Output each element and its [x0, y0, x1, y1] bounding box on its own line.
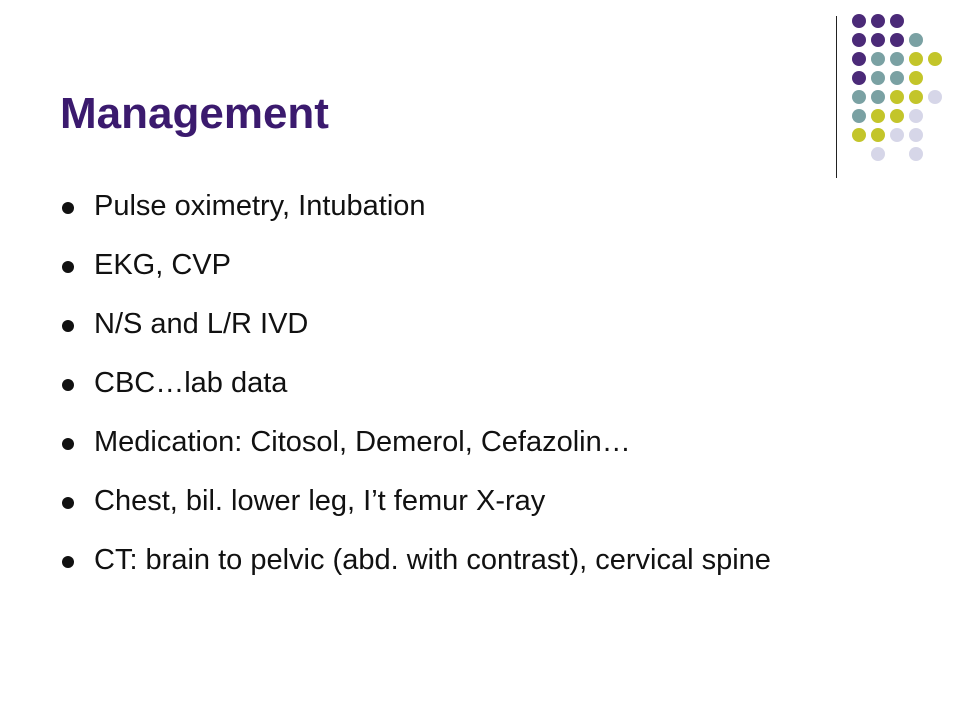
- bullet-item: [60, 249, 880, 282]
- bullet-text: EKG, CVP: [94, 249, 231, 281]
- bullet-text: Chest, bil. lower leg, I’t femur X-ray: [94, 485, 546, 517]
- decor-dot: [909, 147, 923, 161]
- bullet-text: CBC…lab data: [94, 367, 288, 399]
- bullet-item: [60, 367, 880, 400]
- decor-dot: [909, 109, 923, 123]
- bullet-text: CT: brain to pelvic (abd. with contrast), cervical spine: [94, 544, 771, 576]
- bullet-item: [60, 190, 880, 223]
- bullet-item: [60, 308, 880, 341]
- bullet-dot-icon: [62, 379, 74, 391]
- bullet-dot-icon: [62, 320, 74, 332]
- decor-dot: [871, 90, 885, 104]
- decor-dot: [909, 128, 923, 142]
- decor-dot: [852, 33, 866, 47]
- decor-dot: [890, 52, 904, 66]
- bullet-text: Pulse oximetry, Intubation: [94, 190, 426, 222]
- decor-dot: [852, 128, 866, 142]
- decor-dot: [871, 109, 885, 123]
- decor-dot: [890, 90, 904, 104]
- decor-dot: [871, 71, 885, 85]
- bullet-text: Medication: Citosol, Demerol, Cefazolin…: [94, 426, 631, 458]
- bullet-item: [60, 485, 880, 518]
- bullet-item: [60, 426, 880, 459]
- bullet-dot-icon: [62, 261, 74, 273]
- decor-dot: [852, 14, 866, 28]
- decor-dot: [852, 71, 866, 85]
- decor-dot: [890, 71, 904, 85]
- decor-dot: [871, 147, 885, 161]
- decor-dot: [909, 71, 923, 85]
- bullet-dot-icon: [62, 556, 74, 568]
- decor-dot: [871, 128, 885, 142]
- decor-dot: [852, 109, 866, 123]
- bullet-dot-icon: [62, 497, 74, 509]
- decor-dot: [890, 109, 904, 123]
- decor-dot: [928, 90, 942, 104]
- bullet-item: [60, 544, 880, 577]
- bullet-list: [60, 190, 880, 603]
- slide-title: Management: [60, 89, 329, 138]
- bullet-dot-icon: [62, 438, 74, 450]
- decor-dot: [871, 52, 885, 66]
- decor-dot: [909, 33, 923, 47]
- decor-dot: [852, 90, 866, 104]
- bullet-text: N/S and L/R IVD: [94, 308, 309, 340]
- decor-dot: [871, 33, 885, 47]
- decor-dot: [890, 33, 904, 47]
- decor-dot: [909, 90, 923, 104]
- decor-dot: [909, 52, 923, 66]
- decor-dot: [928, 52, 942, 66]
- decor-dot: [890, 14, 904, 28]
- vertical-divider: [836, 16, 837, 178]
- decor-dot: [890, 128, 904, 142]
- bullet-dot-icon: [62, 202, 74, 214]
- decor-dot: [871, 14, 885, 28]
- decor-dot: [852, 52, 866, 66]
